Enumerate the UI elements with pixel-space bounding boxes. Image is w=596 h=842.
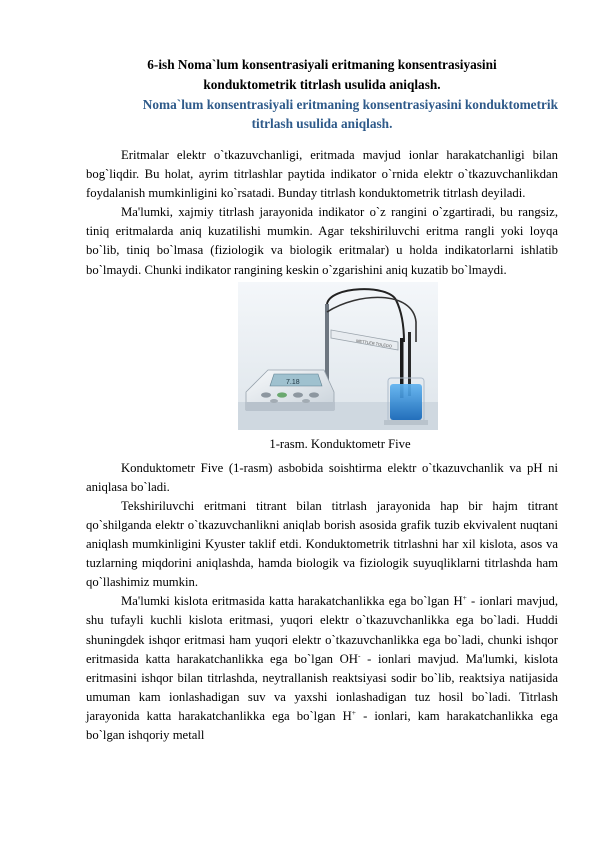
beaker-icon <box>390 384 422 420</box>
hydroxide-ion-charge: - <box>357 650 361 660</box>
figure-caption: 1-rasm. Konduktometr Five <box>269 436 411 451</box>
subheading-line-2: titrlash usulida aniqlash. <box>251 116 393 131</box>
document-heading <box>86 55 558 95</box>
section-subheading <box>86 95 558 133</box>
heading-line-2: konduktometrik titrlash usulida aniqlash. <box>203 77 441 92</box>
paragraph-2: Ma'lumki, xajmiy titrlash jarayonida indikator o`z rangini o`zgartiradi, bu rangsiz, tiniq eritmalarda aniq kuzatilishi mumkin. Agar tekshiriluvchi eritma rangli yoki loyqa bo`lib, tiniq bo`lmasa (fiziologik va biologik eritmalar) u holda indikatorlarni ishlatib bo`lmaydi. Chunki indikator rangining keskin o`zgarishini aniq kuzatib bo`lmaydi. <box>86 205 558 277</box>
paragraph-4: Tekshiriluvchi eritmani titrant bilan titrlash jarayonida hap bir hajm titrant qo`shilganda elektr o`tkazuvchanlikni aniqlab borish asosida grafik tuzib ekvivalent nuqtani aniqlash mumkinligini Kyuster taklif etdi. Konduktometrik titrlashni har xil kislota, asos va tuzlarning miqdorini aniqlashda, hamda biologik va fiziologik suyuqliklarni titrlashda ham qo`llashimiz mumkin. <box>86 498 558 590</box>
document-page <box>86 55 558 745</box>
conductometer-photo <box>238 282 438 430</box>
subheading-line-1: Noma`lum konsentrasiyali eritmaning konsentrasiyasini konduktometrik <box>142 97 558 112</box>
paragraph-5-part-b: - ionlari mavjud, shu tufayli kuchli kislota eritmasi, yuqori elektr o`tkazuvchanlikka ega bo`ladi. Huddi shuningdek ishqor eritmasi ham yuqori elektr o`tkazuvchanlikka ega bo`ladi, chunki ishqor eritmasida katta harakatchanlikka ega bo`lgan OH <box>86 594 558 666</box>
paragraph-5 <box>86 592 558 745</box>
paragraph-5-part-a: Ma'lumki kislota eritmasida katta harakatchanlikka ega bo`lgan H <box>121 594 463 609</box>
paragraph-5-part-c: - ionlari mavjud. Ma'lumki, kislota eritmasini ishqor bilan titrlashda, neytrallanish reaktsiyasi sodir bo`lib, reaktsiya natijasida umuman kam ionlashadigan suv va yaxshi ionlashadigan tuz hosil bo`ladi. Titrlash jarayonida katta harakatchanlikka ega bo`lgan H <box>86 651 558 723</box>
heading-line-1: 6-ish Noma`lum konsentrasiyali eritmaning konsentrasiyasini <box>147 57 497 72</box>
hydrogen-ion-charge-2: + <box>351 707 356 717</box>
hydrogen-ion-charge: + <box>462 593 467 603</box>
paragraph-3: Konduktometr Five (1-rasm) asbobida soishtirma elektr o`tkazuvchanlik va pH ni aniqlasa bo`ladi. <box>86 460 558 494</box>
meter-display-reading: 7.18 <box>286 378 300 386</box>
electrode-arm-label: METTLER TOLEDO <box>355 337 393 349</box>
figure-conductometer <box>86 282 558 430</box>
paragraph-1: Eritmalar elektr o`tkazuvchanligi, eritmada mavjud ionlar harakatchanligi bilan bog`liqdir. Bu holat, ayrim titrlashlar paytida indikator o`rnida elektr o`tkazuvchanlikdan foydalanish mumkinligini ko`rsatadi. Bunday titrlash konduktometrik titrlash deyiladi. <box>86 148 558 201</box>
paragraph-5-part-d: - ionlari, kam harakatchanlikka ega bo`lgan ishqoriy metall <box>86 708 558 742</box>
